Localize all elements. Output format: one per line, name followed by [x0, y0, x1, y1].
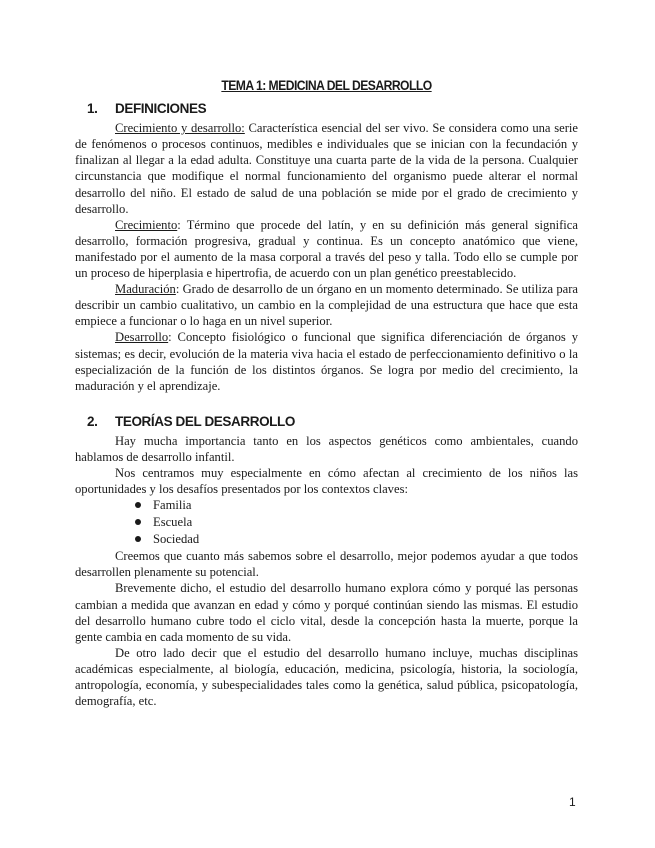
body-paragraph: De otro lado decir que el estudio del desarrollo humano incluye, muchas disciplinas académicas especialmente, al biología, educación, medicina, psicología, historia, la sociología, antropología, economía, y subespecialidades tales como la genética, salud pública, psicopatología, demografía, etc.	[75, 645, 578, 709]
document-title: TEMA 1: MEDICINA DEL DESARROLLO	[221, 78, 432, 93]
list-item-label: Escuela	[153, 515, 193, 530]
section-number: 1.	[87, 101, 98, 117]
list-item	[135, 497, 578, 514]
list-item	[135, 531, 578, 548]
context-list	[75, 497, 578, 548]
definition-paragraph	[75, 329, 578, 393]
definition-text: Característica esencial del ser vivo. Se considera como una serie de fenómenos o procesos continuos, medibles e individuales que se inician con la fecundación y finalizan al llegar a la edad adulta. Constituye una cuarta parte de la vida de la persona. Cualquier circunstancia que modifique el normal funcionamiento del organismo puede alterar el normal desarrollo del niño. El estado de salud de una población se mide por el grado de crecimiento y desarrollo.	[75, 121, 578, 216]
document-page	[75, 78, 578, 709]
section-number: 2.	[87, 413, 98, 429]
bullet-icon	[135, 502, 141, 508]
bullet-icon	[135, 536, 141, 542]
section-heading-definiciones	[75, 101, 578, 117]
body-paragraph: Creemos que cuanto más sabemos sobre el desarrollo, mejor podemos ayudar a que todos desarrollen plenamente su potencial.	[75, 549, 578, 580]
page-number: 1	[569, 795, 576, 809]
list-item-label: Familia	[153, 498, 192, 513]
definition-paragraph	[75, 281, 578, 329]
list-item	[135, 514, 578, 531]
section-title: TEORÍAS DEL DESARROLLO	[115, 413, 295, 429]
section-title: DEFINICIONES	[115, 101, 207, 117]
definition-paragraph	[75, 120, 578, 217]
section-spacer	[75, 394, 578, 414]
definition-text: : Grado de desarrollo de un órgano en un momento determinado. Se utiliza para describir un cambio cualitativo, un cambio en la complejidad de una estructura que hace que esta empiece a funcionar o lo haga en un nivel superior.	[75, 282, 578, 329]
body-paragraph: Brevemente dicho, el estudio del desarrollo humano explora cómo y porqué las personas cambian a medida que avanzan en edad y cómo y porqué continúan siendo las mismas. El estudio del desarrollo humano cubre todo el ciclo vital, desde la concepción hasta la muerte, porque la gente cambia en cada momento de su vida.	[75, 581, 578, 644]
definition-term: Crecimiento	[115, 217, 178, 232]
definition-text: : Concepto fisiológico o funcional que significa diferenciación de órganos y sistemas; es decir, evolución de la materia viva hacia el estado de perfeccionamiento definitivo o la especialización de la función de los distintos órganos. Se logra por medio del crecimiento, la maduración y el aprendizaje.	[75, 330, 578, 393]
body-paragraph: Hay mucha importancia tanto en los aspectos genéticos como ambientales, cuando hablamos de desarrollo infantil.	[75, 433, 578, 464]
bullet-icon	[135, 519, 141, 525]
definition-term: Maduración	[115, 282, 176, 297]
body-paragraph: Nos centramos muy especialmente en cómo afectan al crecimiento de los niños las oportunidades y los desafíos presentados por los contextos claves:	[75, 466, 578, 497]
definition-text: : Término que procede del latín, y en su definición más general significa desarrollo, formación progresiva, gradual y continua. Es un concepto anatómico que viene, manifestado por el aumento de la masa corporal a través del peso y talla. Todo ello se cumple por un proceso de hiperplasia e hipertrofia, de acuerdo con un plan genético preestablecido.	[75, 217, 578, 281]
definition-term: Desarrollo	[115, 330, 169, 345]
definition-term: Crecimiento y desarrollo:	[115, 121, 245, 136]
section-heading-teorias	[75, 414, 578, 430]
list-item-label: Sociedad	[153, 532, 200, 547]
definition-paragraph	[75, 217, 578, 281]
